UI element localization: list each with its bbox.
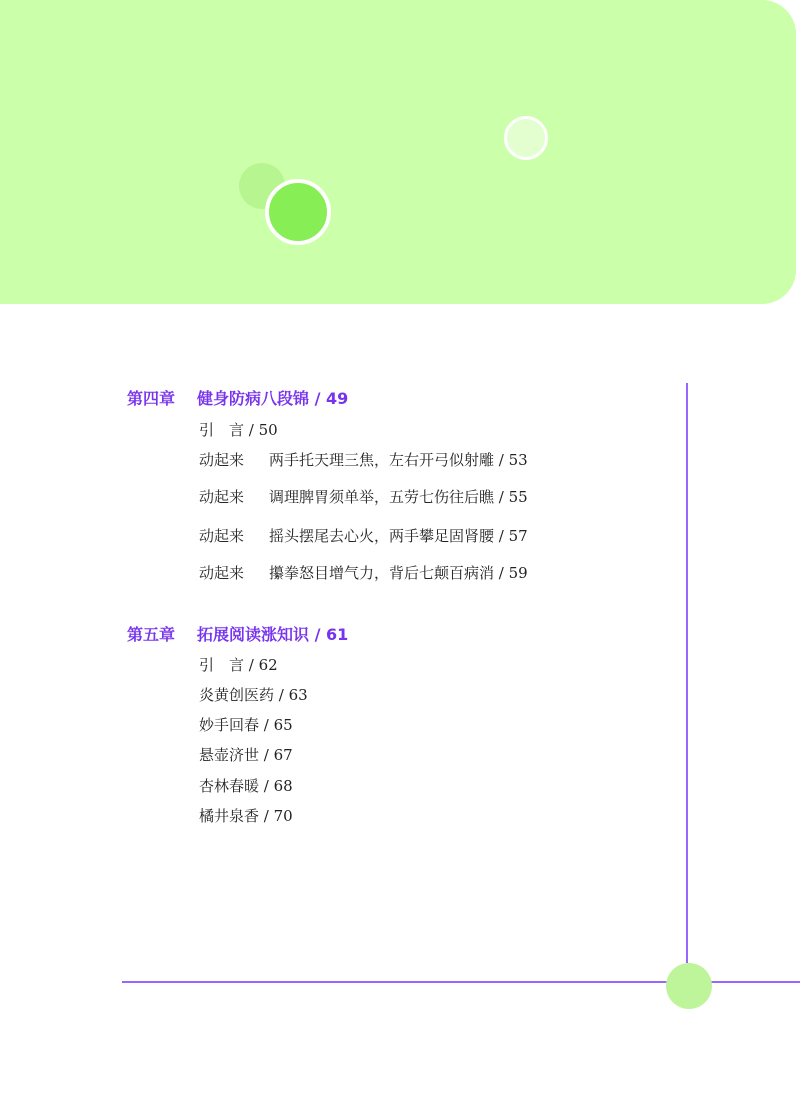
- chapter-heading[interactable]: [127, 386, 348, 409]
- toc-entry[interactable]: [199, 562, 528, 583]
- toc-entry-lead: 动起来: [199, 451, 245, 469]
- decorative-circle-bottom: [666, 963, 712, 1009]
- chapter-number: 第五章: [127, 625, 176, 644]
- toc-entry-lead: 动起来: [199, 527, 245, 545]
- toc-entry-lead: 动起来: [199, 488, 245, 506]
- toc-entry-lead: 动起来: [199, 564, 245, 582]
- header-banner: [0, 0, 796, 304]
- toc-entry-text: 攥拳怒目增气力，背后七颠百病消 / 59: [269, 564, 528, 582]
- toc-entry-text: 橘井泉香 / 70: [199, 807, 293, 825]
- toc-entry[interactable]: [199, 486, 528, 507]
- toc-entry[interactable]: [199, 654, 278, 675]
- toc-entry[interactable]: [199, 684, 308, 705]
- toc-entry[interactable]: [199, 525, 528, 546]
- toc-entry-text: 调理脾胃须单举，五劳七伤往后瞧 / 55: [269, 488, 528, 506]
- decorative-circle-small: [504, 116, 548, 160]
- toc-entry-text: 引 言 / 50: [199, 421, 278, 439]
- chapter-title: 拓展阅读涨知识 / 61: [197, 625, 349, 644]
- toc-entry-text: 引 言 / 62: [199, 656, 278, 674]
- toc-entry[interactable]: [199, 419, 278, 440]
- toc-entry[interactable]: [199, 449, 528, 470]
- toc-entry-text: 妙手回春 / 65: [199, 716, 293, 734]
- toc-entry[interactable]: [199, 775, 293, 796]
- toc-entry[interactable]: [199, 744, 293, 765]
- vertical-rule: [686, 383, 688, 963]
- toc-entry-text: 炎黄创医药 / 63: [199, 686, 308, 704]
- chapter-heading[interactable]: [127, 622, 348, 645]
- chapter-number: 第四章: [127, 389, 176, 408]
- toc-entry-text: 悬壶济世 / 67: [199, 746, 293, 764]
- toc-entry-text: 摇头摆尾去心火，两手攀足固肾腰 / 57: [269, 527, 528, 545]
- decorative-circle-main: [265, 179, 331, 245]
- toc-entry[interactable]: [199, 714, 293, 735]
- toc-entry-text: 两手托天理三焦，左右开弓似射雕 / 53: [269, 451, 528, 469]
- toc-entry[interactable]: [199, 805, 293, 826]
- toc-entry-text: 杏林春暖 / 68: [199, 777, 293, 795]
- chapter-title: 健身防病八段锦 / 49: [197, 389, 349, 408]
